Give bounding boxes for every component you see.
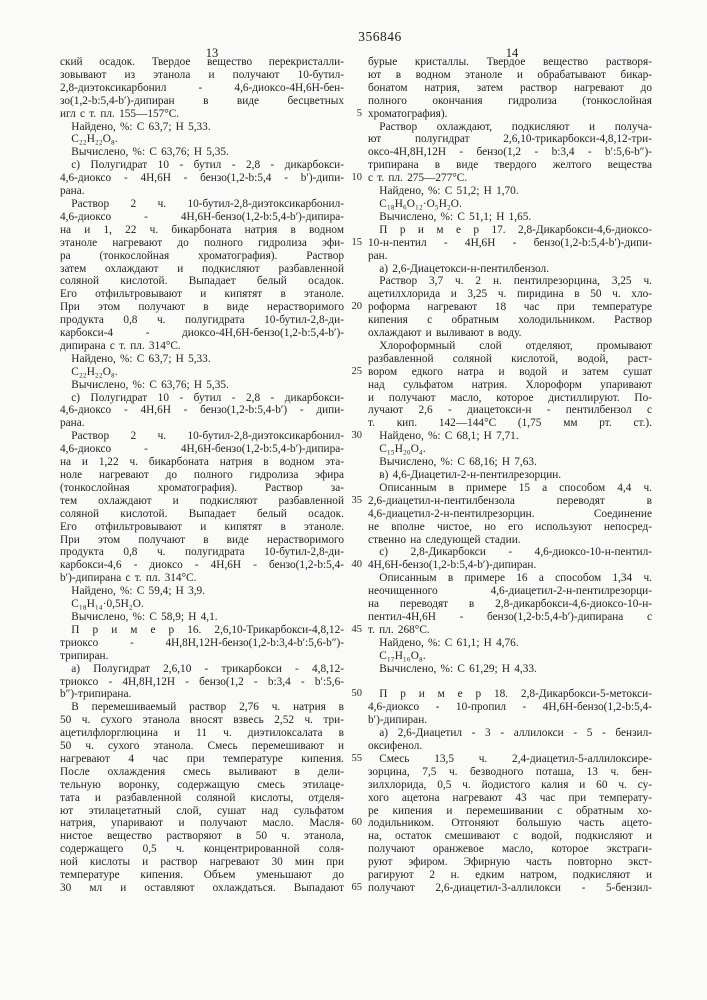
text-line: оксифенол. [368, 740, 423, 753]
text-line: пентил-4Н,6Н - бензо(1,2-b:5,4-b′)-дипирана с [368, 610, 652, 623]
text-line: Описанным в примере 16 а способом 1,34 ч. [368, 572, 652, 585]
text-line: ственно на следующей стадии. [368, 533, 521, 546]
gutter-line-number: 40 [351, 559, 362, 571]
text-line: 4Н,6Н-бензо(1,2-b:5,4-b′)-дипиран. [368, 559, 537, 572]
text-line: соляной кислотой. Выпадает белый осадок. [60, 275, 344, 288]
text-line: продукта 0,8 ч. полугидрата 10-бутил-2,8-ди- [60, 546, 344, 559]
text-line: триоксо - 4Н,8Н,12Н - бензо(1,2 - b:3,4 - b′:5,6- [60, 675, 344, 688]
text-line: 4,6-диоксо - 4Н,6Н - бензо(1,2-b:5,4 - b′)-дипи- [60, 172, 344, 185]
text-line: в) 4,6-Диацетил-2-н-пентилрезорцин. [368, 469, 562, 481]
text-line: Вычислено, %: С 61,29; Н 4,33. [368, 662, 537, 675]
text-line: а) 2,6-Диацетил - 3 - аллилокси - 5 - бензил- [368, 727, 652, 740]
text-line: 4,6-диоксо - 4Н,6Н - бензо(1,2-b:5,4-b′) - дипи- [60, 404, 344, 417]
text-line: температуре кипения. Объем уменьшают до [60, 869, 344, 882]
text-line: на и 1, 22 ч. бикарбоната натрия в водном [60, 223, 344, 236]
text-line: получают оранжевое масло, которое экстраги- [368, 843, 652, 856]
text-line [368, 676, 652, 689]
text-line: Раствор 2 ч. 10-бутил-2,8-диэтоксикарбонил- [60, 430, 344, 443]
text-line: Раствор 2 ч. 10-бутил-2,8-диэтоксикарбонил- [60, 197, 344, 210]
text-line: Хлороформный слой отделяют, промывают [368, 339, 652, 352]
text-line: Смесь 13,5 ч. 2,4-диацетил-5-аллилоксире- [368, 752, 652, 765]
text-line: игл с т. пл. 155—157°С. [60, 107, 180, 120]
text-line: Найдено, %: С 63,7; Н 5,33. [60, 352, 211, 365]
text-line: ре кипения и перемешивании с обратным хо- [368, 804, 652, 817]
text-line: Вычислено, %: С 68,16; Н 7,63. [368, 456, 537, 469]
page-number-right: 14 [505, 46, 519, 60]
text-line: а) Полугидрат 2,6,10 - трикарбокси - 4,8,12- [60, 662, 344, 675]
text-line: получают 2,6-диацетил-3-аллилокси - 5-бензил- [368, 881, 652, 894]
text-line: бурые кристаллы. Твердое вещество растворя- [368, 56, 652, 68]
gutter-line-number: 5 [356, 107, 362, 119]
text-line: 50 ч. сухого этанола. Смесь перемешивают и [60, 740, 344, 753]
text-line: соляной кислотой. Выпадает белый осадок. [60, 507, 344, 520]
text-line: b″)-трипирана. [60, 688, 132, 701]
text-line: При этом получают в виде нерастворимого [60, 533, 344, 546]
text-line: (тонкослойная хроматография). Раствор за- [60, 481, 344, 494]
text-column-left [60, 56, 344, 895]
text-line: П р и м е р 16. 2,6,10-Трикарбокси-4,8,12- [60, 623, 344, 636]
patent-number: 356846 [358, 29, 402, 44]
text-line: продукта 0,8 ч. полугидрата 10-бутил-2,8-ди- [60, 314, 344, 327]
text-line: тем охлаждают и подкисляют разбавленной [60, 494, 344, 507]
text-line: зорцина, 7,5 ч. безводного поташа, 13 ч. бен- [368, 765, 652, 778]
text-line: П р и м е р 17. 2,8-Дикарбокси-4,6-диоксо- [368, 223, 652, 236]
text-line: ной кислоты и раствор нагревают 30 мин при [60, 856, 344, 869]
text-line: После охлаждения смесь выливают в дели- [60, 765, 344, 778]
text-line: на, остаток смешивают с водой, подкисляют и [368, 830, 652, 843]
text-line: этаноле нагревают до полного гидролиза эфи- [60, 236, 344, 249]
text-line: не вполне чистое, но его используют непосред- [368, 520, 652, 533]
text-line: триоксо - 4Н,8Н,12Н-бензо(1,2-b:3,4-b′:5,6-b″)- [60, 636, 344, 649]
text-line: натрия, упаривают и получают масло. Масля- [60, 817, 344, 830]
text-line: а) 2,6-Диацетокси-н-пентилбензол. [368, 262, 550, 275]
text-line: трипиран. [60, 649, 109, 662]
gutter-line-number: 45 [351, 623, 362, 635]
text-line: Найдено, %: С 61,1; Н 4,76. [368, 636, 519, 649]
text-line: оксо-4Н,8Н,12Н - бензо(1,2 - b:3,4 - b′:5,6-b″)- [368, 146, 652, 159]
text-line: кипения с обратным холодильником. Раствор [368, 314, 652, 327]
text-line: Найдено, %: С 63,7; Н 5,33. [60, 120, 211, 133]
text-line: зилхлорида, 0,5 ч. йодистого калия и 60 ч. су- [368, 778, 652, 791]
text-line: рана. [60, 417, 85, 430]
gutter-line-number: 25 [351, 365, 362, 377]
text-line: хроматография). [368, 107, 448, 120]
text-line: охлаждают и выливают в воду. [368, 327, 522, 340]
text-line: При этом получают в виде нерастворимого [60, 301, 344, 314]
text-line: ацетилфлорглюцина и 11 ч. диэтилоксалата в [60, 727, 344, 740]
text-line: разбавленной соляной кислотой, водой, раст- [368, 352, 652, 365]
text-line: Раствор 3,7 ч. 2 н. пентилрезорцина, 3,25 ч. [368, 275, 652, 288]
text-line: 4,6-диоксо - 4Н,6Н-бензо(1,2-b:5,4-b′)-дипира- [60, 443, 344, 456]
text-line: Раствор охлаждают, подкисляют и получа- [368, 120, 652, 133]
text-line: трипирана в виде твердого желтого вещества [368, 159, 652, 172]
text-line: C₂₂H₂₂O₈. [60, 133, 118, 146]
gutter-line-number: 15 [351, 236, 362, 248]
text-line: Его отфильтровывают и кипятят в этаноле. [60, 520, 344, 533]
text-line: b′)-дипирана с т. пл. 314°С. [60, 572, 197, 585]
text-line: 2,8-диэтоксикарбонил - 4,6-диоксо-4Н,6Н-бен- [60, 81, 344, 94]
text-line: C₁₈H₆O₁₂·O₅H₂O. [368, 197, 462, 210]
text-line: т. пл. 268°С. [368, 623, 430, 636]
text-line: ют полугидрат 2,6,10-трикарбокси-4,8,12-три- [368, 133, 652, 146]
gutter-line-number: 60 [351, 817, 362, 829]
text-line: В перемешиваемый раствор 2,76 ч. натрия в [60, 701, 344, 714]
text-line: на переводят в 2,8-дикарбокси-4,6-диоксо-10-н- [368, 598, 652, 611]
text-line: дипирана с т. пл. 314°С. [60, 339, 181, 352]
text-line: Вычислено, %: С 51,1; Н 1,65. [368, 210, 532, 223]
text-line: 2,6-диацетил-н-пентилбензола переводят в [368, 494, 652, 507]
text-line: роформа нагревают 18 час при температуре [368, 301, 652, 314]
text-line: руют эфиром. Эфирную часть повторно экст- [368, 856, 652, 869]
text-line: т. кип. 142—144°С (1,75 мм рт. ст.). [368, 417, 652, 430]
text-line: хого ацетона нагревают 43 час при температу- [368, 791, 652, 804]
text-line: бонатом натрия, затем раствор нагревают до [368, 81, 652, 94]
text-line: ноле нагревают до полного гидролиза эфира [60, 469, 344, 481]
text-line: Найдено, %: С 68,1; Н 7,71. [368, 430, 519, 443]
text-line: с) Полугидрат 10 - бутил - 2,8 - дикарбокси- [60, 391, 344, 404]
text-line: Описанным в примере 15 а способом 4,4 ч. [368, 481, 652, 494]
text-line: 4,6-диоксо - 4Н,6Н-бензо(1,2-b:5,4-b′)-дипира- [60, 210, 344, 223]
text-line: полного окончания гидролиза (тонкослойная [368, 94, 652, 107]
text-line: с) Полугидрат 10 - бутил - 2,8 - дикарбокси- [60, 159, 344, 172]
text-line: зовывают из этанола и получают 10-бутил- [60, 68, 344, 81]
text-line: ский осадок. Твердое вещество перекристалли- [60, 56, 344, 68]
text-line: и получают масло, которое дистиллируют. По- [368, 391, 652, 404]
text-line: C₂₂H₂₂O₈. [60, 365, 118, 378]
text-line: Найдено, %: С 51,2; Н 1,70. [368, 185, 519, 198]
text-line: ран. [368, 249, 388, 262]
text-line: карбокси-4,6 - диоксо - 4Н,6Н - бензо(1,2-b:5,4- [60, 559, 344, 572]
text-line: 30 мл и оставляют охлаждаться. Выпадают [60, 882, 344, 894]
text-line: b′)-дипиран. [368, 714, 428, 727]
text-line: Вычислено, %: С 63,76; Н 5,35. [60, 146, 229, 159]
text-line: вором едкого натра и водой и затем сушат [368, 365, 652, 378]
text-line: с) 2,8-Дикарбокси - 4,6-диоксо-10-н-пентил- [368, 546, 652, 559]
text-line: тата и разбавленной соляной кислоты, отделя- [60, 791, 344, 804]
gutter-line-number: 30 [351, 430, 362, 442]
text-line: нагревают 4 час при температуре кипения. [60, 752, 344, 765]
text-line: затем охлаждают и подкисляют разбавленной [60, 262, 344, 275]
text-line: карбокси-4 - диоксо-4Н,6Н-бензо(1,2-b:5,4-b′)- [60, 327, 344, 340]
text-line: 50 ч. сухого этанола вносят взвесь 2,52 ч. три- [60, 714, 344, 727]
text-line: 4,6-диацетил-2-н-пентилрезорцин. Соединение [368, 507, 652, 520]
text-line: нистое вещество растворяют в 50 ч. этанола, [60, 830, 344, 843]
text-line: 10-н-пентил - 4Н,6Н - бензо(1,2-b:5,4-b′)-дипи- [368, 236, 652, 249]
text-line: 4,6-диоксо - 10-пропил - 4Н,6Н-бензо(1,2-b:5,4- [368, 701, 652, 714]
text-line: над сульфатом натрия. Хлороформ упаривают [368, 378, 652, 391]
text-line: содержащего 0,5 ч. концентрированной соля- [60, 843, 344, 856]
text-line: рана. [60, 185, 85, 198]
text-line: лучают 2,6 - диацетокси-н - пентилбензол с [368, 404, 652, 417]
gutter-line-number: 20 [351, 301, 362, 313]
text-line: неочищенного 4,6-диацетил-2-н-пентилрезорци- [368, 585, 652, 598]
page-number-left: 13 [205, 46, 219, 60]
text-line: C₁₈H₁₄·0,5H₂O. [60, 598, 144, 611]
text-line: ют этилацетатный слой, сушат над сульфатом [60, 804, 344, 817]
gutter-line-number: 65 [351, 881, 362, 893]
text-line: тельную воронку, содержащую смесь этилаце- [60, 778, 344, 791]
gutter-line-number: 10 [351, 172, 362, 184]
text-line: лодильником. Отгоняют большую часть ацето- [368, 817, 652, 830]
text-line: ют в водном этаноле и обрабатывают бикар- [368, 68, 652, 81]
text-line: ра (тонкослойная хроматография). Раствор [60, 249, 344, 262]
text-line: ацетилхлорида и 3,25 ч. пиридина в 50 ч. хло- [368, 288, 652, 301]
text-line: зо(1,2-b:5,4-b′)-дипиран в виде бесцветных [60, 94, 344, 107]
text-line: на и 1,22 ч. бикарбоната натрия в водном эта- [60, 456, 344, 469]
text-line: рагируют 2 н. едким натром, подкисляют и [368, 869, 652, 882]
text-line: Найдено, %: С 59,4; Н 3,9. [60, 585, 206, 598]
gutter-line-number: 55 [351, 752, 362, 764]
text-line: C₁₅H₂₀O₄. [368, 443, 426, 456]
text-line: Его отфильтровывают и кипятят в этаноле. [60, 288, 344, 301]
gutter-line-number: 35 [351, 494, 362, 506]
text-line: П р и м е р 18. 2,8-Дикарбокси-5-метокси- [368, 688, 652, 701]
text-line: C₁₇H₁₆O₈. [368, 649, 426, 662]
gutter-line-number: 50 [351, 688, 362, 700]
text-column-right [368, 56, 652, 895]
text-line: с т. пл. 275—277°С. [368, 172, 468, 185]
text-line: Вычислено, %: С 63,76; Н 5,35. [60, 378, 229, 391]
text-line: Вычислено, %: С 58,9; Н 4,1. [60, 610, 218, 623]
